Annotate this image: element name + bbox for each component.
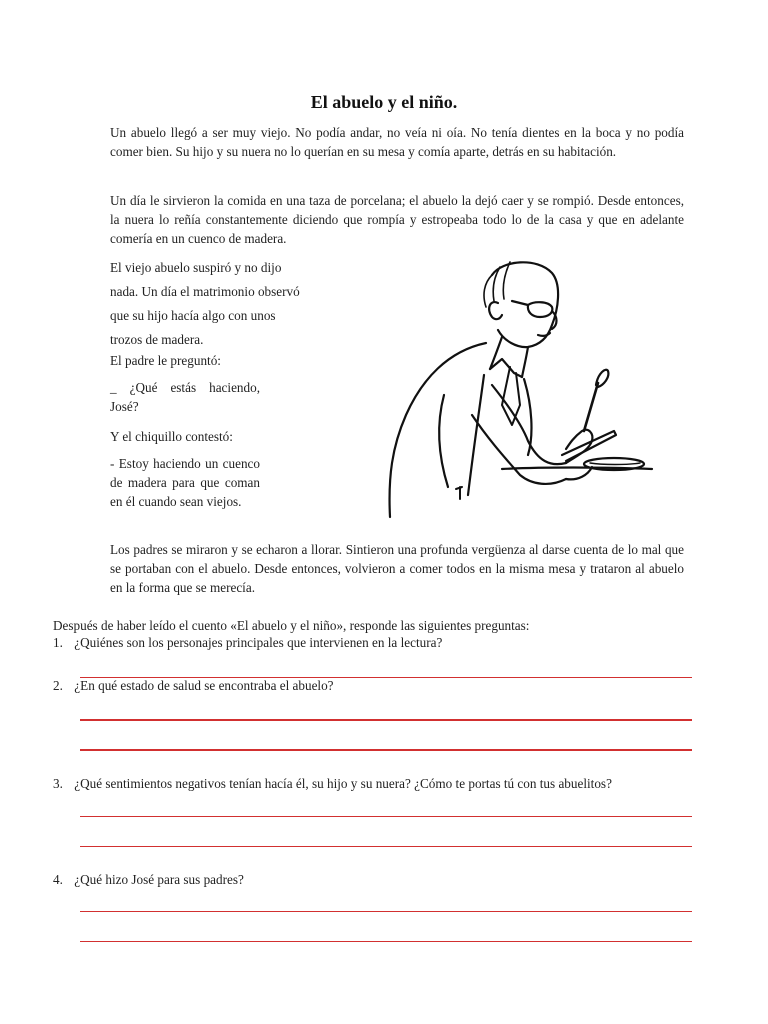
story-paragraph-1: Un abuelo llegó a ser muy viejo. No podía andar, no veía ni oía. No tenía dientes en la boca y no podía comer bien. Su hijo y su nuera no lo querían en su mesa y comía aparte, detrás en su habitación. [110, 125, 684, 159]
story-paragraph-3: El viejo abuelo suspiró y no dijo nada. Un día el matrimonio observó que su hijo hacía algo con unos trozos de madera. [110, 260, 300, 347]
question-1 [53, 634, 743, 652]
answer-line[interactable] [80, 719, 692, 721]
story-paragraph-final: Los padres se miraron y se echaron a llorar. Sintieron una profunda vergüenza al darse cuenta de lo mal que se portaban con el abuelo. Desde entonces, volvieron a comer todos en la misma mesa y trataron al abuelo en la forma que se merecía. [110, 542, 684, 595]
question-text: ¿Qué hizo José para sus padres? [74, 872, 244, 887]
question-number: 4. [53, 872, 63, 887]
story-line-child-answers: Y el chiquillo contestó: [110, 429, 233, 444]
question-text: ¿Qué sentimientos negativos tenían hacía él, su hijo y su nuera? ¿Cómo te portas tú con tus abuelitos? [74, 776, 612, 791]
question-2 [53, 677, 743, 695]
question-number: 1. [53, 635, 63, 650]
grandfather-eating-illustration [352, 255, 662, 530]
question-text: ¿En qué estado de salud se encontraba el abuelo? [74, 678, 334, 693]
question-number: 2. [53, 678, 63, 693]
story-line-question: _ ¿Qué estás haciendo, José? [110, 380, 260, 414]
answer-line[interactable] [80, 846, 692, 847]
answer-line[interactable] [80, 911, 692, 912]
story-line-father-asks: El padre le preguntó: [110, 353, 221, 368]
story-line-child-reply: - Estoy haciendo un cuenco de madera para que coman en él cuando sean viejos. [110, 456, 260, 509]
question-text: ¿Quiénes son los personajes principales que intervienen en la lectura? [74, 635, 443, 650]
question-4 [53, 871, 743, 889]
answer-line[interactable] [80, 816, 692, 817]
questions-intro: Después de haber leído el cuento «El abuelo y el niño», responde las siguientes preguntas: [53, 618, 530, 633]
story-paragraph-2: Un día le sirvieron la comida en una taza de porcelana; el abuelo la dejó caer y se rompió. Desde entonces, la nuera lo reñía constantemente diciendo que rompía y estropeaba todo lo de la casa y que en adelante comería en un cuenco de madera. [110, 193, 684, 246]
question-3 [53, 775, 743, 793]
answer-line[interactable] [80, 749, 692, 751]
answer-line[interactable] [80, 941, 692, 942]
page-title: El abuelo y el niño. [310, 92, 458, 112]
question-number: 3. [53, 776, 63, 791]
